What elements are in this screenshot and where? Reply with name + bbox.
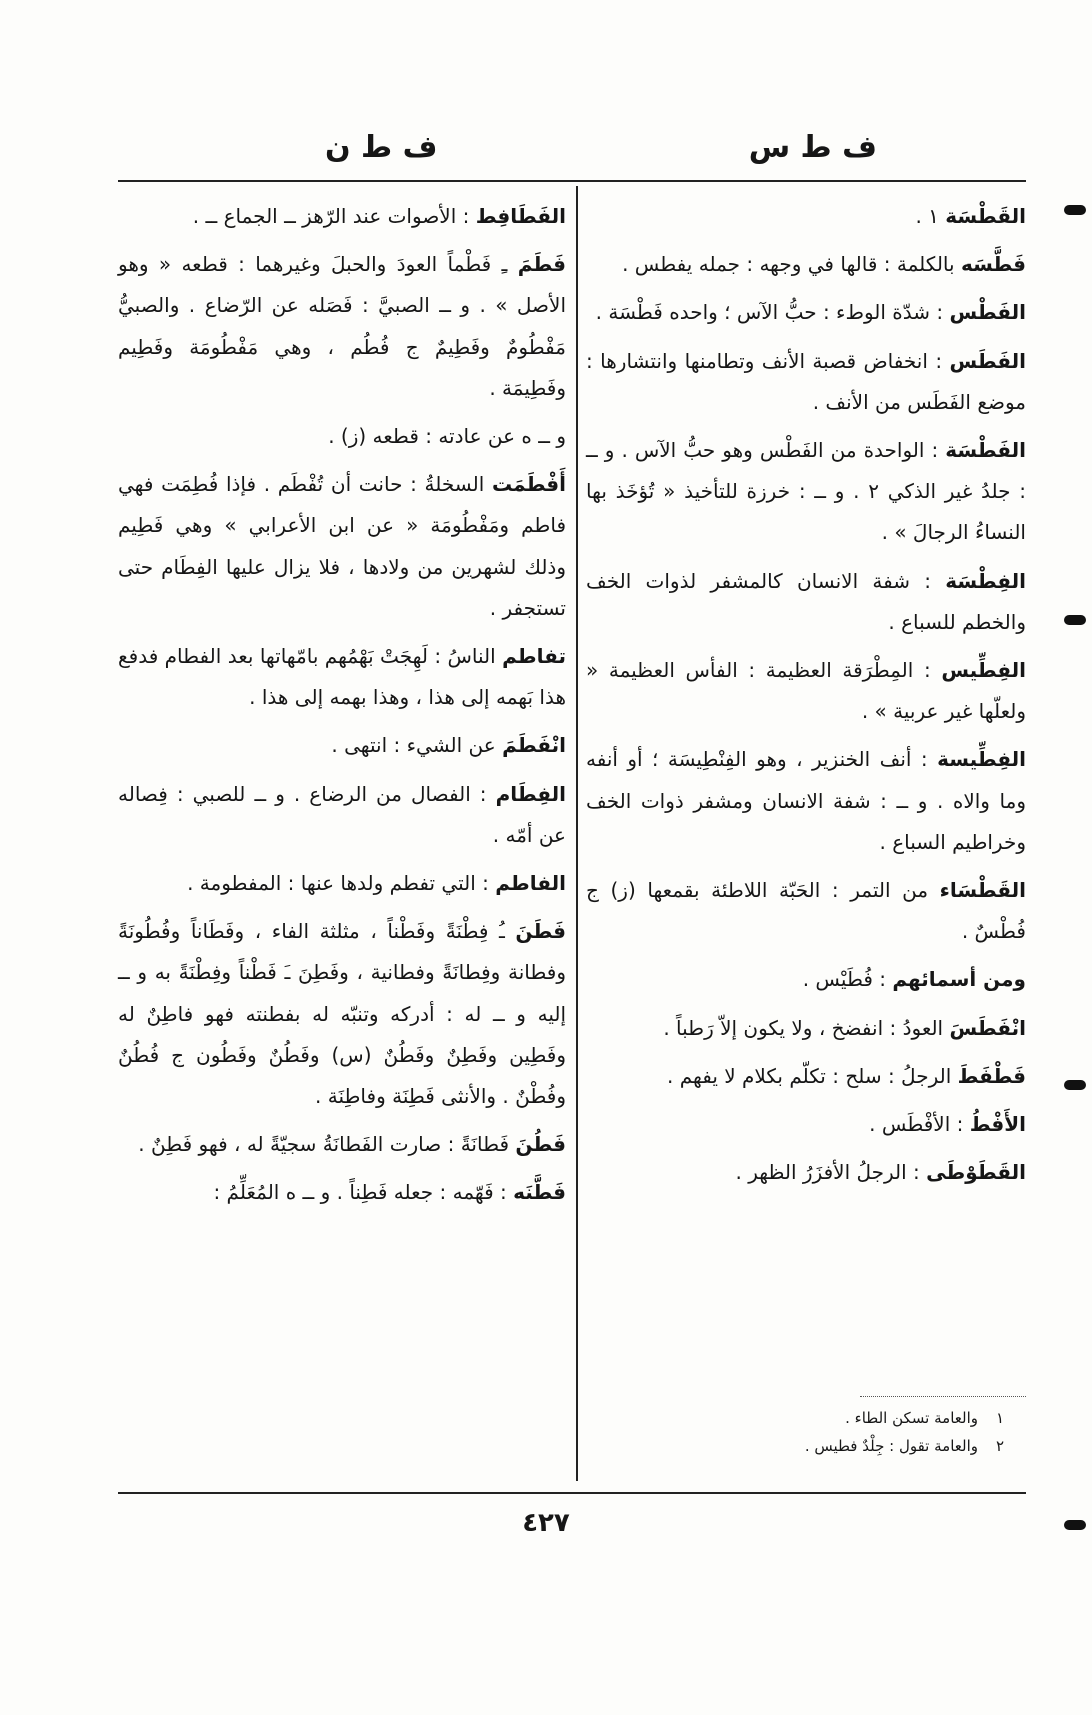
- definition: من التمر : الحَبّة اللاطئة بقمعها (ز) ج فُطْسٌ .: [586, 878, 1026, 944]
- edge-mark: [1064, 615, 1086, 625]
- headword: القَطْسَة: [945, 204, 1026, 228]
- headword: القَطْسَاء: [939, 878, 1026, 903]
- right-column: [586, 196, 1026, 1200]
- entry: [586, 244, 1026, 285]
- definition: بالكلمة : قالها في وجهه : جمله يفطس .: [622, 252, 961, 277]
- definition: : الأصوات عند الرّهز ــ الجماع ــ .: [192, 204, 476, 228]
- entry: [586, 1152, 1026, 1193]
- bottom-rule: [118, 1492, 1026, 1494]
- footnote-text: والعامة تسكن الطاء .: [845, 1409, 978, 1427]
- entry: [586, 341, 1026, 423]
- footnote: [586, 1404, 1004, 1432]
- definition: : أنف الخنزير ، وهو الفِنْطِيسَة ؛ أو أنفه وما والاه . و ــ : شفة الانسان ومشفر ذوات الخف وخراطيم السباع .: [586, 747, 1026, 854]
- entry: [118, 863, 566, 904]
- headword: فَطْفَطَ: [957, 1063, 1026, 1088]
- entry: [118, 636, 566, 718]
- headword: انْفَطَسَ: [949, 1015, 1026, 1040]
- edge-mark: [1064, 1520, 1086, 1530]
- headword: الفَطْسَة: [945, 438, 1026, 463]
- definition: : فَهّمه : جعله فَطِناً . و ــ ه المُعَلِّمُ :: [213, 1180, 514, 1205]
- column-divider: [576, 186, 578, 1481]
- definition: : فُطَيْس .: [802, 967, 893, 992]
- definition: و ــ ه عن عادته : قطعه (ز) .: [328, 424, 566, 449]
- definition: : الأفْطَس .: [869, 1112, 970, 1137]
- left-column: [118, 196, 566, 1221]
- right-column-header: ف ط س: [748, 130, 877, 165]
- definition: : المِطْرَقة العظيمة : الفأس العظيمة « ولعلّها غير عربية » .: [586, 658, 1026, 724]
- footnote-rule: [860, 1396, 1026, 1397]
- entry: [586, 196, 1026, 237]
- headword: الفَطَس: [949, 348, 1026, 373]
- entry: [586, 1056, 1026, 1097]
- entry: [118, 416, 566, 457]
- edge-mark: [1064, 205, 1086, 215]
- headword: فَطَّسَه: [960, 252, 1026, 277]
- headword: تفاطم: [502, 644, 566, 669]
- headword: الفاطم: [495, 871, 566, 896]
- headword: فَطَّنَه: [513, 1180, 566, 1205]
- definition: العودُ : انفضخ ، ولا يكون إلاّ رَطباً .: [663, 1015, 950, 1040]
- footnote: [586, 1432, 1004, 1460]
- definition: : الرجلُ الأفزَرُ الظهر .: [735, 1160, 927, 1185]
- entry: [586, 870, 1026, 952]
- headword: الفِطْسَة: [945, 568, 1026, 593]
- definition: : التي تفطم ولدها عنها : المفطومة .: [187, 871, 496, 896]
- definition: الرجلُ : سلح : تكلّم بكلام لا يفهم .: [666, 1063, 958, 1088]
- entry: [586, 959, 1026, 1000]
- headword: الفِطِّيس: [941, 658, 1026, 683]
- entry: [118, 1172, 566, 1213]
- edge-mark: [1064, 1080, 1086, 1090]
- entry: [586, 650, 1026, 732]
- footnotes: [586, 1404, 1004, 1460]
- headword: فَطُنَ: [515, 1132, 566, 1157]
- definition: : شفة الانسان كالمشفر لذوات الخف والخطم للسباع .: [586, 568, 1026, 634]
- definition: : الفصال من الرضاع . و ــ للصبي : فِصاله عن أمّه .: [118, 781, 566, 847]
- definition: عن الشيء : انتهى .: [331, 733, 503, 758]
- headword: الفَطَافِط: [475, 204, 566, 228]
- headword: الفِطِّيسة: [937, 747, 1026, 772]
- definition: ـِ فَطْماً العودَ والحبلَ وغيرهما : قطعه « وهو الأصل » . و ــ الصبيَّ : فَصَله عن الرّضاع . والصبيُّ مَفْطُومٌ وفَطِيمٌ ج فُطُم ، وهي مَفْطُومَة وفَطِيم وفَطِيمَة .: [118, 252, 566, 400]
- headword: ومن أسمائهم: [892, 967, 1026, 992]
- entry: [118, 464, 566, 629]
- footnote-number: ٢: [995, 1437, 1004, 1455]
- page-number: ٤٢٧: [522, 1508, 570, 1538]
- definition: ١ .: [915, 204, 946, 228]
- entry: [118, 774, 566, 856]
- headword: القَطَوْطَى: [926, 1160, 1026, 1185]
- entry: [586, 1008, 1026, 1049]
- left-column-header: ف ط ن: [325, 130, 438, 165]
- footnote-number: ١: [995, 1409, 1004, 1427]
- entry: [118, 725, 566, 766]
- headword: فَطَنَ: [515, 919, 566, 944]
- definition: : شدّة الوطء : حبُّ الآس ؛ واحده فَطْسَة .: [595, 300, 950, 325]
- entry: [118, 911, 566, 1117]
- entry: [118, 1124, 566, 1165]
- footnote-text: والعامة تقول : جِلْدٌ فطيس .: [804, 1437, 978, 1455]
- top-rule: [118, 180, 1026, 182]
- definition: فَطانَةً : صارت الفَطانَةُ سجيّةً له ، فهو فَطِنٌ .: [138, 1132, 516, 1157]
- headword: فَطَمَ: [517, 252, 566, 277]
- definition: الناسُ : لَهِجَتْ بَهْمُهم بامّهاتها بعد الفطام فدفع هذا بَهمه إلى هذا ، وهذا بهمه إلى هذا .: [118, 644, 566, 710]
- entry: [586, 561, 1026, 643]
- headword: الفَطْس: [949, 300, 1026, 325]
- definition: : الواحدة من الفَطْس وهو حبُّ الآس . و ــ : جلدُ غير الذكي ٢ . و ــ : خرزة للتأخيذ « تُؤخَذ بها النساءُ الرجالَ » .: [586, 438, 1026, 545]
- entry: [586, 292, 1026, 333]
- entry: [586, 739, 1026, 863]
- entry: [586, 430, 1026, 554]
- entry: [118, 244, 566, 409]
- definition: السخلةُ : حانت أن تُفْطَم . فإذا فُطِمَت فهي فاطم ومَفْطُومَة « عن ابن الأعرابي » وهي فَطِيم وذلك لشهرين من ولادها ، فلا يزال عليها الفِطَام حتى تستجفر .: [118, 472, 566, 620]
- headword: الفِطَام: [495, 781, 566, 806]
- entry: [586, 1104, 1026, 1145]
- headword: أَفْطَمَت: [491, 472, 566, 497]
- definition: : انخفاض قصبة الأنف وتطامنها وانتشارها : موضع الفَطَس من الأنف .: [586, 348, 1026, 414]
- headword: الأَفْطُ: [969, 1112, 1026, 1137]
- headword: انْفَطَمَ: [502, 733, 566, 758]
- entry: [118, 196, 566, 237]
- definition: ـُ فِطْنَةً وفَطْناً ، مثلثة الفاء ، وفَطَاناً وفُطُونَةً وفطانة وفِطانَةً وفطانية ، وفَطِنَ ـَ فَطْناً وفِطْنَةً به و ــ إليه و ــ له : أدركه وتنبّه له بفطنته فهو فاطِنٌ له وفَطِين وفَطِنٌ وفَطُنٌ (س) وفَطُنٌ وفَطُون ج فُطُنٌ وفُطْنٌ . والأنثى فَطِنَة وفاطِنَة .: [118, 919, 566, 1109]
